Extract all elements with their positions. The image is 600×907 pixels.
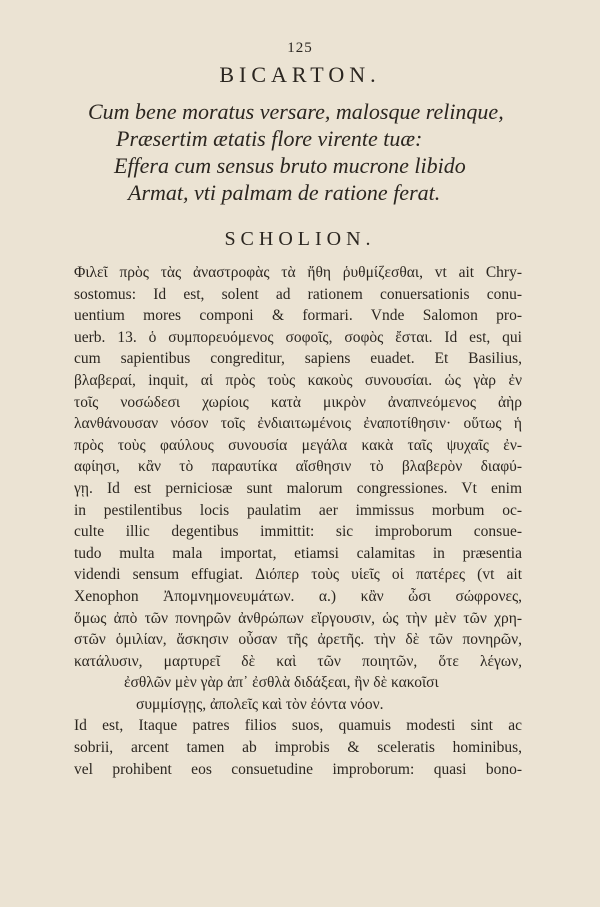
text-line: Φιλεῖ πρὸς τὰς ἀναστροφὰς τὰ ἤθη ῥυθμίζεσθαι, vt ait Chry- xyxy=(74,264,522,281)
text-line: in pestilentibus locis paulatim aer immissus morbum oc- xyxy=(74,501,522,519)
text-line: uentium mores componi & formari. Vnde Salomon pro- xyxy=(74,307,522,325)
text-line: sostomus: Id est, solent ad rationem conuersationis conu- xyxy=(74,285,522,303)
text-line: culte illic degentibus immittit: sic improborum consue- xyxy=(74,523,522,541)
text-line: ὅμως ἀπὸ τῶν πονηρῶν ἀνθρώπων εἴργουσιν, ὡς τὴν μὲν τῶν χρη- xyxy=(74,609,522,627)
text-line: κατάλυσιν, μαρτυρεῖ δὲ καὶ τῶν ποιητῶν, ὅτε λέγων, xyxy=(74,652,522,670)
text-line: sobrii, arcent tamen ab improbis & sceleratis hominibus, xyxy=(74,739,522,757)
text-line: vel prohibent eos consuetudine improborum: quasi bono- xyxy=(74,760,522,778)
text-line: uerb. 13. ὁ συμπορευόμενος σοφοῖς, σοφὸς ἔσται. Id est, qui xyxy=(74,328,522,346)
verse-line: Præsertim ætatis flore virente tuæ: xyxy=(116,126,423,151)
quoted-verse-line: ἐσθλῶν μὲν γὰρ ἀπ᾽ ἐσθλὰ διδάξεαι, ἢν δὲ κακοῖσι xyxy=(124,674,439,692)
verse-block xyxy=(88,98,528,206)
running-head: BICARTON. xyxy=(219,62,381,87)
text-line: γῃ. Id est perniciosæ sunt malorum congressiones. Vt enim xyxy=(74,479,522,497)
text-line: αφίησι, κἂν τὸ παραυτίκα αἴσθησιν τὸ βλαβερὸν διαφύ- xyxy=(74,458,522,476)
verse-line: Armat, vti palmam de ratione ferat. xyxy=(128,180,441,205)
text-line: cum sapientibus congreditur, sapiens euadet. Et Basilius, xyxy=(74,350,522,368)
text-line: τοῖς νοσώδεσι χωρίοις κατὰ μικρὸν ἀναπνεόμενος ἀὴρ xyxy=(74,393,522,411)
text-line: λανθάνουσαν νόσον τοῖς ἐνδιαιτωμένοις ἐναποτίθησιν· οὕτως ἡ xyxy=(74,415,522,433)
text-line: Xenophon Ἀπομνημονευμάτων. α.) κἂν ὦσι σώφρονες, xyxy=(74,587,522,605)
verse-line: Effera cum sensus bruto mucrone libido xyxy=(114,153,466,178)
verse-line: Cum bene moratus versare, malosque relinque, xyxy=(88,99,504,124)
text-line: πρὸς τοὺς φαύλους συνουσία μεγάλα κακὰ ταῖς ψυχαῖς ἐν- xyxy=(74,436,522,454)
text-line: tudo multa mala importat, etiamsi calamitas in præsentia xyxy=(74,544,522,562)
section-heading: SCHOLION. xyxy=(224,228,376,250)
commentary-text xyxy=(74,262,522,780)
page-number: 125 xyxy=(287,40,313,56)
text-line: στῶν ὁμιλίαν, ἄσκησιν οὖσαν τῆς ἀρετῆς. τὴν δὲ τῶν πονηρῶν, xyxy=(74,631,522,649)
quoted-verse-line: συμμίσγῃς, ἀπολεῖς καὶ τὸν ἐόντα νόον. xyxy=(136,695,384,713)
text-line: βλαβεραί, inquit, αἱ πρὸς τοὺς κακοὺς συνουσίαι. ὡς γὰρ ἐν xyxy=(74,371,522,389)
text-line: videndi sensum effugiat. Διόπερ τοὺς υἱεῖς οἱ πατέρες (vt ait xyxy=(74,566,522,584)
text-line: Id est, Itaque patres filios suos, quamuis modesti sint ac xyxy=(74,717,522,735)
